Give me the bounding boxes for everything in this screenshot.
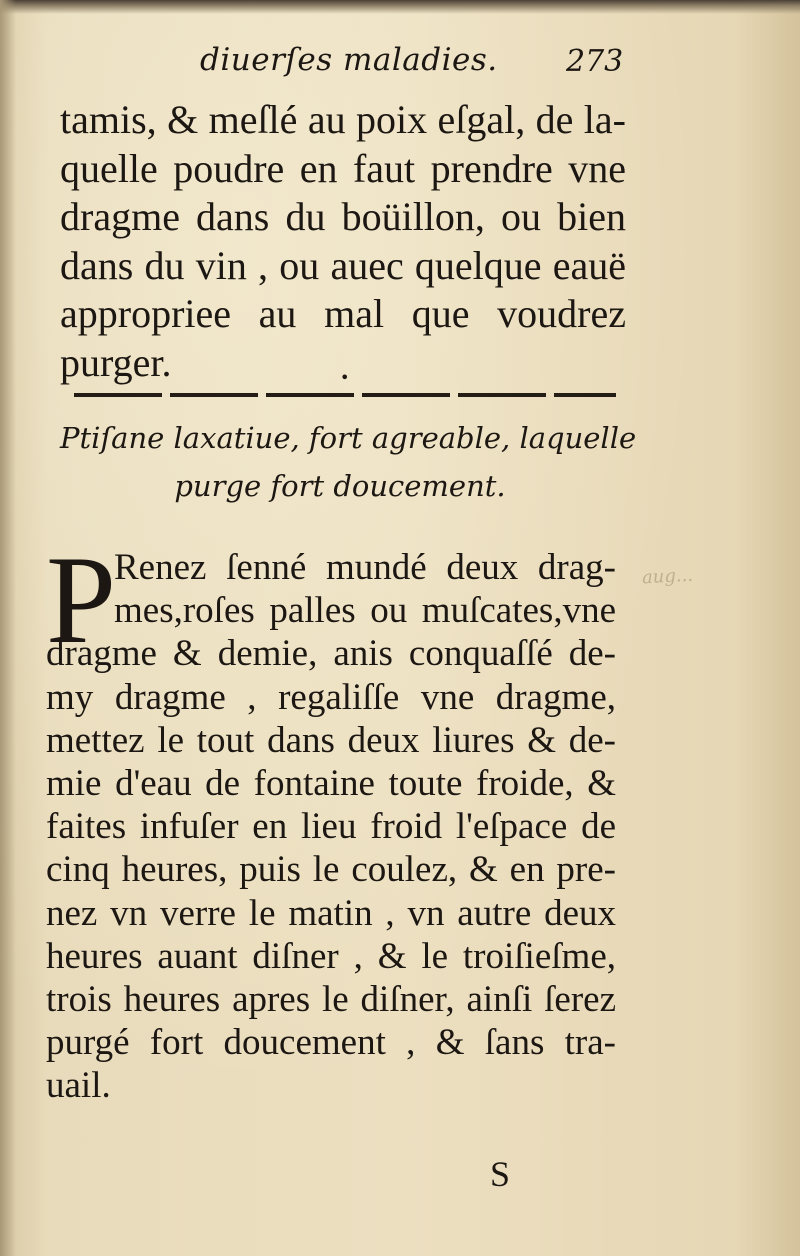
signature-mark: S [490, 1154, 511, 1194]
page-number: 273 [566, 44, 624, 79]
text-line: heures auant diſner , & le troiſieſme, [46, 935, 616, 977]
recipe-paragraph [46, 531, 616, 1108]
heading-line: purge fort doucement. [174, 469, 506, 503]
text-line: faites infuſer en lieu froid l'eſpace de [46, 806, 616, 848]
text-line: my dragme , regaliſſe vne dragme, [46, 676, 616, 718]
running-head: diuerſes maladies. [200, 42, 498, 78]
text-line: purger. [60, 339, 172, 385]
text-line: trois heures apres le diſner, ainſi ſerez [46, 979, 616, 1021]
text-line: mie d'eau de fontaine toute froide, & [46, 763, 616, 805]
text-line: dragme dans du boüillon, ou bien [60, 194, 626, 239]
text-line: uail. [46, 1065, 111, 1107]
heading-line: Ptiſane laxatiue, fort agreable, laquelle [60, 421, 637, 455]
text-line: tamis, & meſlé au poix eſgal, de la- [60, 97, 626, 142]
page-gutter-shadow [0, 0, 16, 1256]
text-line: purgé fort doucement , & ſans tra- [46, 1022, 616, 1064]
recipe-heading [60, 414, 637, 510]
text-line: mes,roſes palles ou muſcates,vne [114, 590, 616, 632]
drop-cap: P [46, 531, 117, 670]
margin-annotation: aug... [641, 564, 694, 589]
paragraph-continued [60, 96, 626, 387]
divider-ornament: • [340, 368, 350, 387]
text-line: quelle poudre en faut prendre vne [60, 145, 626, 191]
section-divider-rule [74, 393, 616, 397]
text-line: cinq heures, puis le coulez, & en pre- [46, 849, 616, 891]
text-line: Renez ſenné mundé deux drag- [114, 547, 616, 588]
page-top-shadow [0, 0, 800, 14]
text-line: dragme & demie, anis conquaſſé de- [46, 633, 616, 675]
text-line: nez vn verre le matin , vn autre deux [46, 892, 616, 934]
text-line: appropriee au mal que voudrez [60, 291, 626, 336]
text-line: mettez le tout dans deux liures & de- [46, 719, 616, 761]
text-line: dans du vin , ou auec quelque eauë [60, 242, 626, 288]
